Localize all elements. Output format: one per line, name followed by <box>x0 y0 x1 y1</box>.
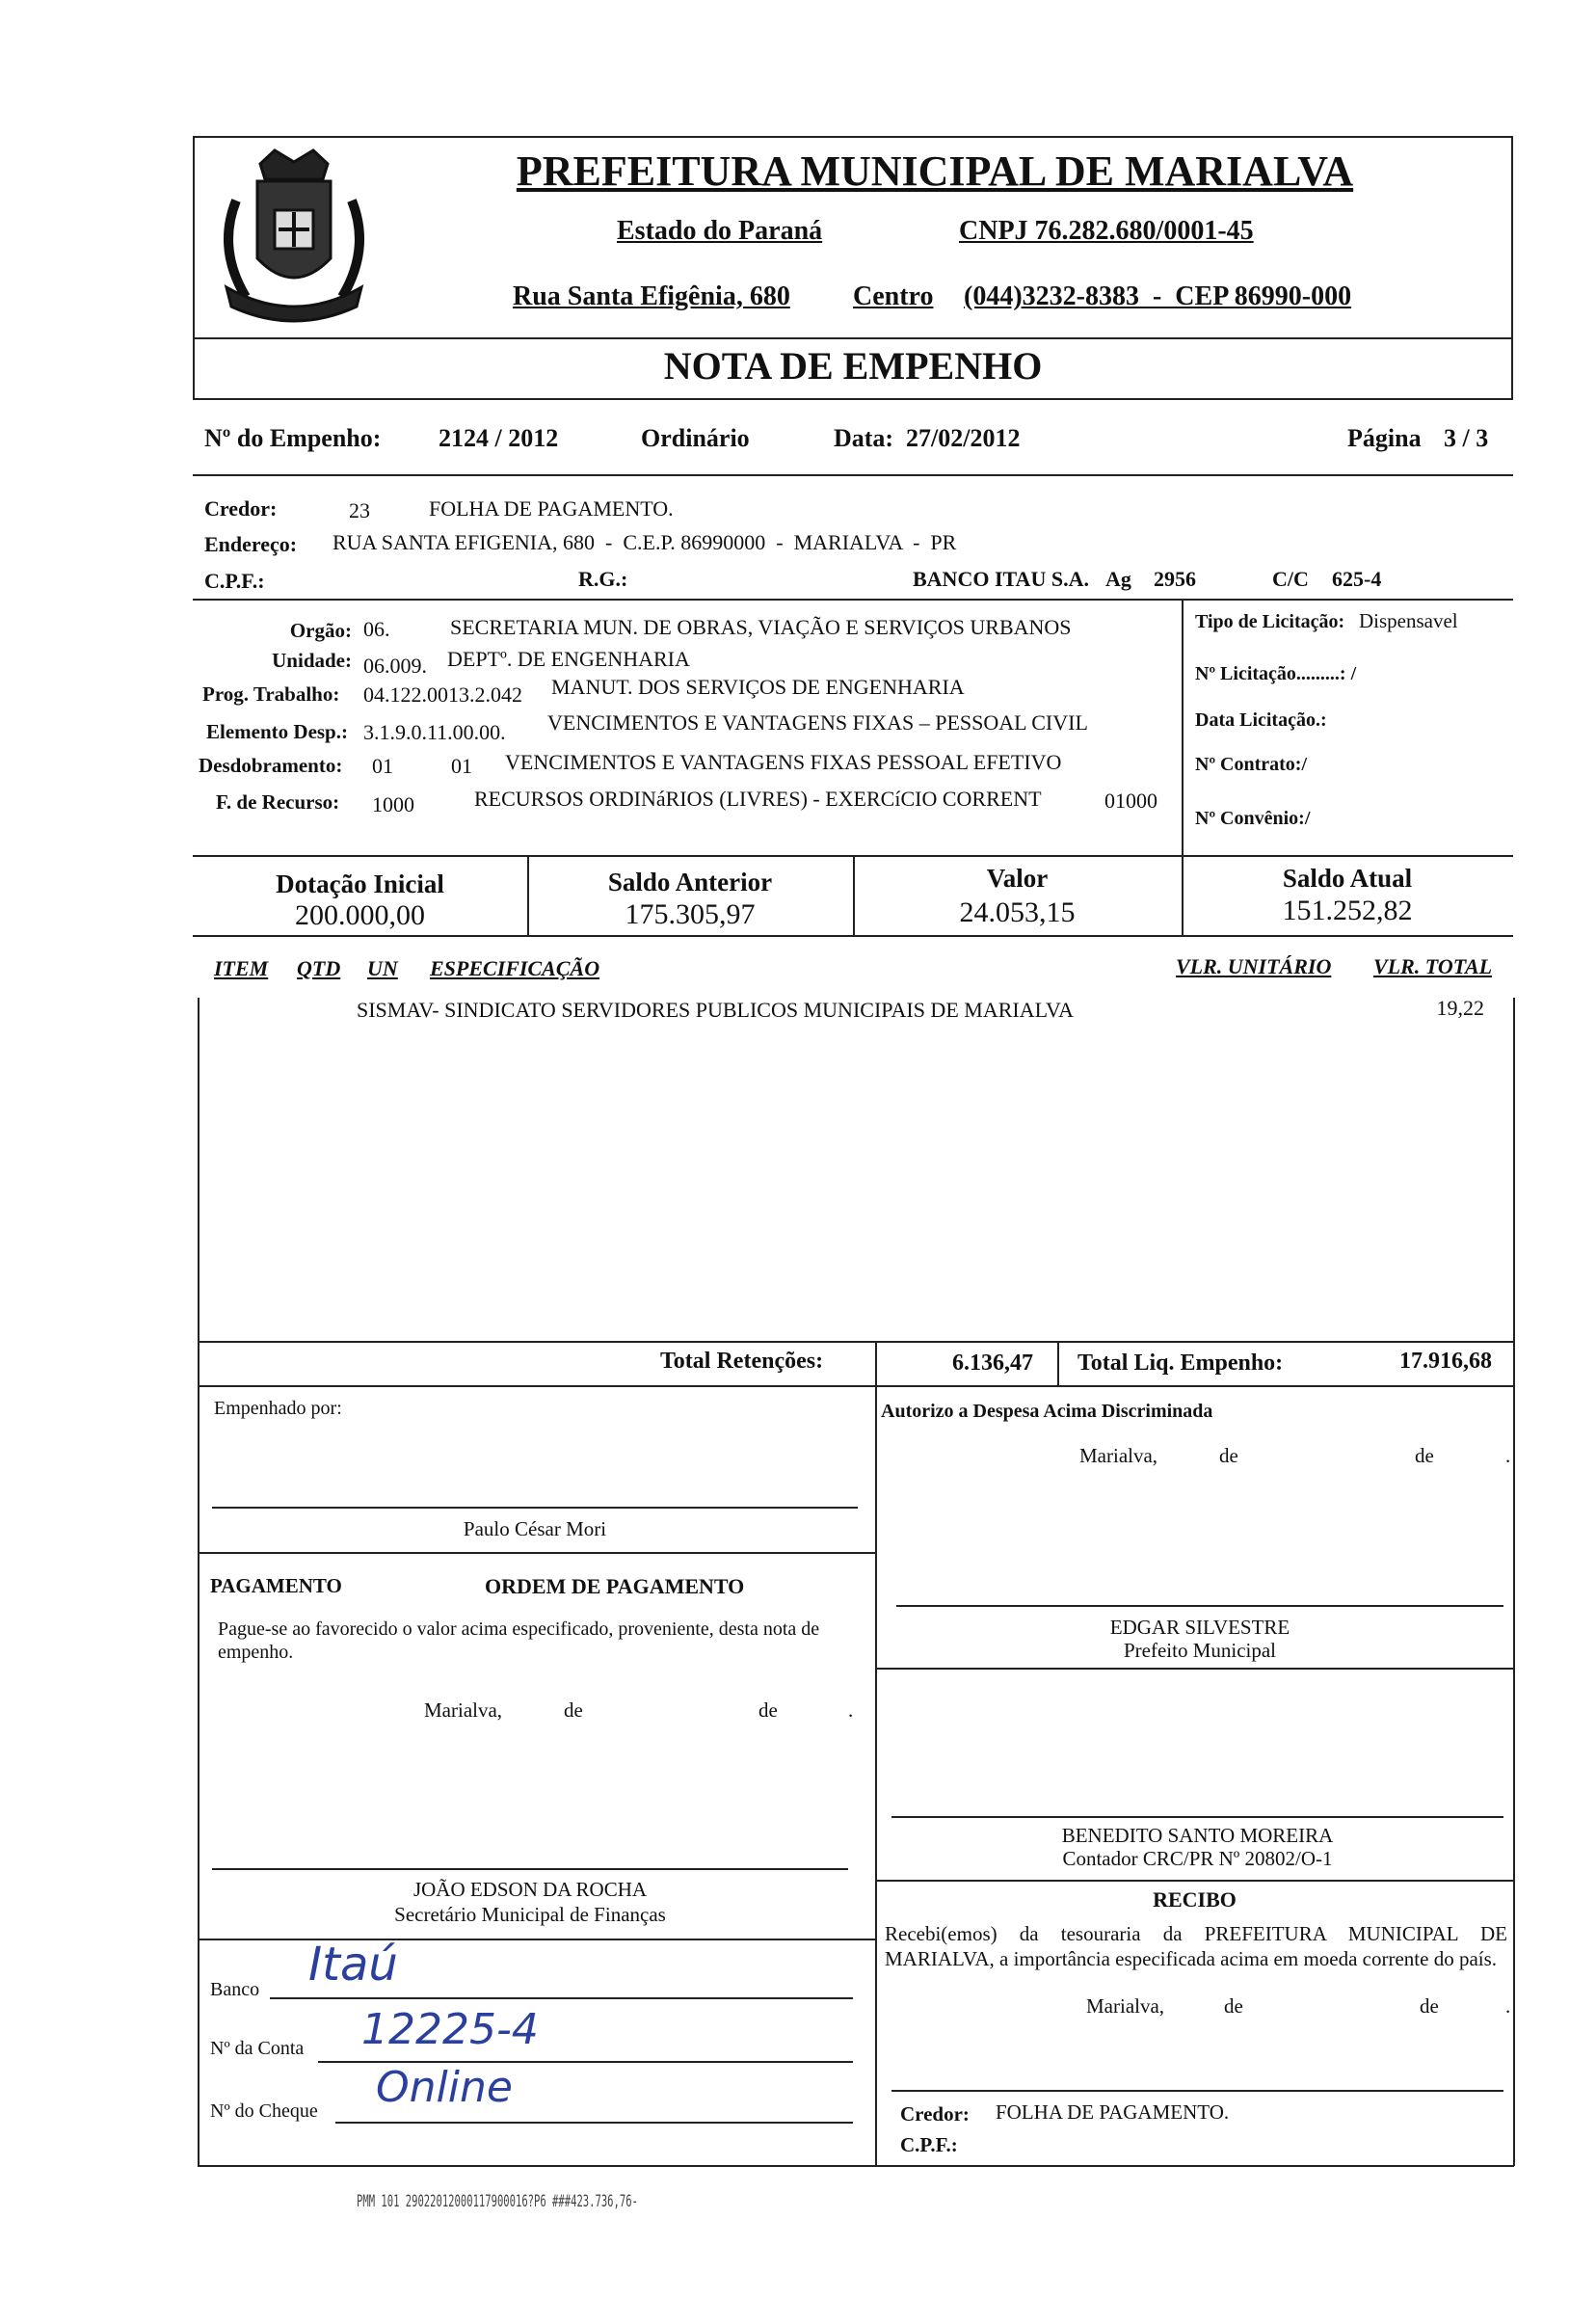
orgao-desc: SECRETARIA MUN. DE OBRAS, VIAÇÃO E SERVIÇOS URBANOS <box>450 615 1072 639</box>
conta-label: Nº da Conta <box>210 2038 305 2059</box>
recurso-label: F. de Recurso: <box>216 790 340 814</box>
bank-name: BANCO ITAU S.A. <box>913 567 1089 591</box>
autorizo-dot: . <box>1505 1444 1511 1467</box>
col-vlr-unitario: VLR. UNITÁRIO <box>1176 954 1332 978</box>
tipo-licitacao-value: Dispensavel <box>1359 609 1458 632</box>
header-phone-cep: (044)3232-8383 - CEP 86990-000 <box>964 281 1352 311</box>
date-label: Data: <box>834 424 894 452</box>
col-vlr-total: VLR. TOTAL <box>1373 954 1493 978</box>
endereco-label: Endereço: <box>204 532 298 556</box>
elemento-code: 3.1.9.0.11.00.00. <box>363 720 506 744</box>
cheque-label: Nº do Cheque <box>210 2100 318 2122</box>
elemento-label: Elemento Desp.: <box>206 720 348 743</box>
tipo-licitacao-label: Tipo de Licitação: <box>1195 611 1345 632</box>
autorizo-text: Autorizo a Despesa Acima Discriminada <box>881 1401 1213 1422</box>
header-cnpj: CNPJ 76.282.680/0001-45 <box>959 216 1254 246</box>
prog-code: 04.122.0013.2.042 <box>363 682 522 707</box>
retencoes-value: 6.136,47 <box>952 1351 1033 1376</box>
agency-label: Ag <box>1105 567 1131 591</box>
secretario-signature-line <box>212 1868 848 1870</box>
elemento-desc: VENCIMENTOS E VANTAGENS FIXAS – PESSOAL CIVIL <box>547 710 1088 735</box>
banco-line <box>270 1997 853 1999</box>
autorizo-place: Marialva, <box>1079 1444 1158 1467</box>
document-title: NOTA DE EMPENHO <box>663 344 1043 388</box>
pagamento-de-2: de <box>758 1698 778 1722</box>
item-total: 19,22 <box>1436 996 1484 1020</box>
form-bottom-line <box>198 2165 1514 2167</box>
dotacao-label: Dotação Inicial <box>276 869 444 898</box>
header-address: Rua Santa Efigênia, 680 <box>513 281 790 311</box>
empenho-label: Nº do Empenho: <box>204 424 382 452</box>
saldo-anterior-value: 175.305,97 <box>625 898 756 930</box>
autorizo-de-2: de <box>1415 1444 1434 1467</box>
header-state: Estado do Paraná <box>617 216 823 246</box>
conta-handwriting: 12225-4 <box>361 2005 539 2054</box>
pagamento-label: PAGAMENTO <box>210 1574 342 1597</box>
empenhado-name: Paulo César Mori <box>463 1517 607 1540</box>
desdobramento-code-2: 01 <box>451 754 472 778</box>
saldo-atual-label: Saldo Atual <box>1282 864 1413 893</box>
recibo-credor-value: FOLHA DE PAGAMENTO. <box>996 2100 1230 2124</box>
items-left-border <box>198 998 200 2166</box>
right-section-divider-1 <box>875 1668 1514 1670</box>
totals-divider-2 <box>1057 1341 1059 1385</box>
pagamento-dot: . <box>848 1698 854 1722</box>
valor-value: 24.053,15 <box>959 896 1076 928</box>
saldo-anterior-label: Saldo Anterior <box>607 868 773 896</box>
pagamento-place: Marialva, <box>424 1698 503 1722</box>
totals-bottom-line <box>198 1385 1514 1387</box>
liq-empenho-label: Total Liq. Empenho: <box>1077 1351 1284 1376</box>
creditor-divider <box>193 599 1513 601</box>
numero-convenio: Nº Convênio:/ <box>1195 808 1311 829</box>
contador-signature-line <box>891 1816 1503 1818</box>
cc-label: C/C <box>1272 567 1309 591</box>
desdobramento-desc: VENCIMENTOS E VANTAGENS FIXAS PESSOAL EFETIVO <box>505 750 1062 774</box>
cpf-label: C.P.F.: <box>204 569 265 593</box>
empenhado-signature-line <box>212 1507 858 1509</box>
unidade-desc: DEPTº. DE ENGENHARIA <box>447 647 690 671</box>
banco-label: Banco <box>210 1979 260 2000</box>
numero-licitacao: Nº Licitação.........: / <box>1195 663 1357 684</box>
header-title: PREFEITURA MUNICIPAL DE MARIALVA <box>516 147 1354 195</box>
desdobramento-label: Desdobramento: <box>199 754 343 777</box>
recibo-signature-line <box>891 2090 1503 2092</box>
prefeito-signature-line <box>896 1605 1503 1607</box>
contador-title: Contador CRC/PR Nº 20802/O-1 <box>1062 1847 1333 1870</box>
prefeito-name: EDGAR SILVESTRE <box>1109 1616 1290 1639</box>
empenho-number: 2124 / 2012 <box>439 424 559 452</box>
empenhado-label: Empenhado por: <box>214 1398 342 1419</box>
orgao-label: Orgão: <box>289 619 352 642</box>
numero-contrato: Nº Contrato:/ <box>1195 754 1308 775</box>
cheque-line <box>335 2122 853 2124</box>
recibo-de-1: de <box>1224 1994 1243 2018</box>
orgao-code: 06. <box>363 617 390 641</box>
authentication-stamp: PMM 101 29022012000117900016?P6 ###423.736,76- <box>357 2192 638 2211</box>
coat-of-arms-icon <box>198 143 390 335</box>
items-right-border <box>1513 998 1515 2166</box>
recibo-de-2: de <box>1420 1994 1439 2018</box>
left-section-divider-2 <box>198 1939 875 1940</box>
saldo-atual-value: 151.252,82 <box>1282 895 1413 926</box>
col-qtd: QTD <box>297 956 341 980</box>
col-un: UN <box>367 956 398 980</box>
desdobramento-code-1: 01 <box>372 754 393 778</box>
secretario-title: Secretário Municipal de Finanças <box>394 1903 666 1926</box>
recibo-dot: . <box>1505 1994 1511 2018</box>
page-value: 3 / 3 <box>1444 424 1489 452</box>
balance-bottom-line <box>193 935 1513 937</box>
prog-desc: MANUT. DOS SERVIÇOS DE ENGENHARIA <box>551 675 965 699</box>
header-divider <box>193 337 1513 339</box>
data-licitacao: Data Licitação.: <box>1195 709 1327 731</box>
totals-top-line <box>198 1341 1514 1343</box>
credor-label: Credor: <box>204 496 278 521</box>
contador-name: BENEDITO SANTO MOREIRA <box>1061 1824 1334 1847</box>
page-label: Página <box>1347 424 1422 452</box>
ordem-pagamento-label: ORDEM DE PAGAMENTO <box>485 1574 745 1598</box>
agency-value: 2956 <box>1154 567 1196 591</box>
endereco-value: RUA SANTA EFIGENIA, 680 - C.E.P. 86990000 - MARIALVA - PR <box>332 530 957 554</box>
credor-code: 23 <box>349 498 370 522</box>
credor-name: FOLHA DE PAGAMENTO. <box>429 496 674 521</box>
liq-empenho-value: 17.916,68 <box>1399 1349 1492 1374</box>
budget-vertical-divider <box>1182 599 1184 857</box>
prefeito-title: Prefeito Municipal <box>1123 1639 1277 1662</box>
col-especificacao: ESPECIFICAÇÃO <box>430 956 600 980</box>
recurso-desc: RECURSOS ORDINáRIOS (LIVRES) - EXERCíCIO CORRENT <box>474 787 1042 811</box>
prog-label: Prog. Trabalho: <box>202 682 340 706</box>
retencoes-label: Total Retenções: <box>660 1349 824 1374</box>
recibo-credor-label: Credor: <box>900 2102 970 2126</box>
recibo-place: Marialva, <box>1086 1994 1165 2018</box>
right-section-divider-2 <box>875 1880 1514 1882</box>
recibo-cpf-label: C.P.F.: <box>900 2133 958 2156</box>
col-item: ITEM <box>214 956 269 980</box>
left-section-divider-1 <box>198 1552 875 1554</box>
cheque-handwriting: Online <box>376 2063 513 2112</box>
autorizo-de-1: de <box>1219 1444 1238 1467</box>
recibo-title: RECIBO <box>1153 1887 1237 1912</box>
date-value: 27/02/2012 <box>906 424 1021 452</box>
unidade-code: 06.009. <box>363 654 427 678</box>
recurso-code: 1000 <box>372 792 414 816</box>
dotacao-value: 200.000,00 <box>295 899 425 931</box>
secretario-name: JOÃO EDSON DA ROCHA <box>412 1878 648 1901</box>
info-divider <box>193 474 1513 476</box>
valor-label: Valor <box>986 864 1049 893</box>
empenho-type: Ordinário <box>641 424 750 452</box>
totals-divider-1 <box>875 1341 877 2166</box>
item-description: SISMAV- SINDICATO SERVIDORES PUBLICOS MUNICIPAIS DE MARIALVA <box>357 998 1074 1022</box>
recurso-number: 01000 <box>1104 789 1157 813</box>
pagamento-de-1: de <box>564 1698 583 1722</box>
rg-label: R.G.: <box>578 567 628 591</box>
header-district: Centro <box>853 281 934 311</box>
unidade-label: Unidade: <box>272 649 352 672</box>
cc-value: 625-4 <box>1332 567 1382 591</box>
banco-handwriting: Itaú <box>308 1938 398 1992</box>
pague-text: Pague-se ao favorecido o valor acima especificado, proveniente, desta nota de empenho. <box>218 1618 820 1663</box>
recibo-text: Recebi(emos) da tesouraria da PREFEITURA MUNICIPAL DE MARIALVA, a importância especificada acima em moeda corrente do país. <box>885 1922 1507 1970</box>
